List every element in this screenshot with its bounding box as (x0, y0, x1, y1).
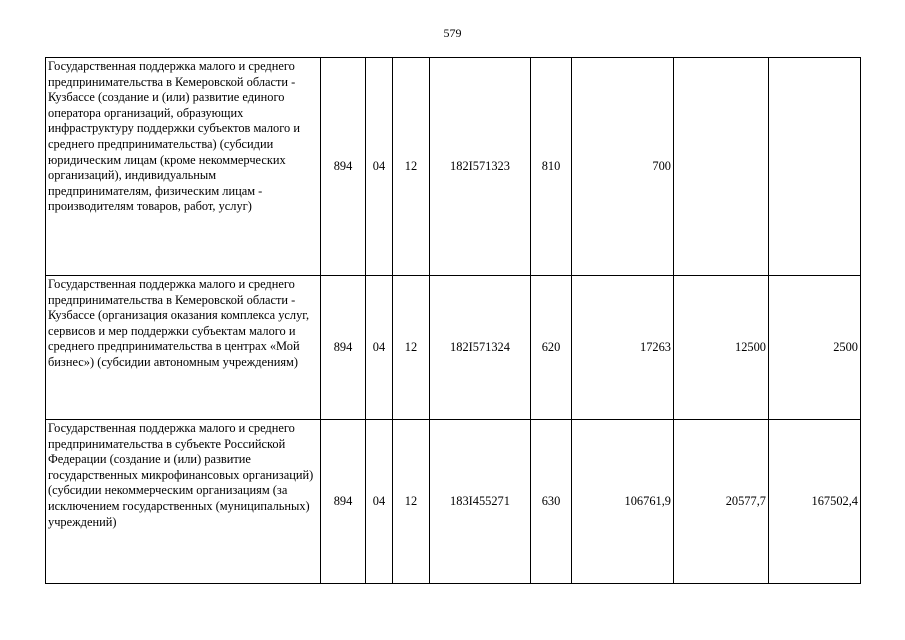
amount-2: 12500 (674, 276, 769, 420)
subsection-code: 12 (393, 276, 430, 420)
expense-type-code: 630 (531, 420, 572, 584)
amount-3: 2500 (769, 276, 861, 420)
expense-type-code: 620 (531, 276, 572, 420)
ministry-code: 894 (321, 58, 366, 276)
row-description: Государственная поддержка малого и среднего предпринимательства в субъекте Российской Федерации (создание и (или) развитие государственных микрофинансовых организаций) (субсидии некоммерческим организациям (за исключением государственных (муниципальных) учреждений) (46, 420, 321, 584)
section-code: 04 (366, 58, 393, 276)
expense-type-code: 810 (531, 58, 572, 276)
amount-1: 106761,9 (572, 420, 674, 584)
budget-table (45, 57, 861, 584)
subsection-code: 12 (393, 420, 430, 584)
amount-2: 20577,7 (674, 420, 769, 584)
amount-1: 17263 (572, 276, 674, 420)
page-number: 579 (443, 26, 462, 40)
ministry-code: 894 (321, 276, 366, 420)
table-row (46, 420, 861, 584)
table-row (46, 276, 861, 420)
amount-2 (674, 58, 769, 276)
target-article-code: 182I571324 (430, 276, 531, 420)
section-code: 04 (366, 420, 393, 584)
table-row (46, 58, 861, 276)
row-description: Государственная поддержка малого и среднего предпринимательства в Кемеровской области - Кузбассе (организация оказания комплекса услуг, сервисов и мер поддержки субъектам малого и среднего предпринимательства в центрах «Мой бизнес») (субсидии автономным учреждениям) (46, 276, 321, 420)
section-code: 04 (366, 276, 393, 420)
target-article-code: 182I571323 (430, 58, 531, 276)
amount-1: 700 (572, 58, 674, 276)
target-article-code: 183I455271 (430, 420, 531, 584)
ministry-code: 894 (321, 420, 366, 584)
amount-3: 167502,4 (769, 420, 861, 584)
amount-3 (769, 58, 861, 276)
row-description: Государственная поддержка малого и среднего предпринимательства в Кемеровской области - Кузбассе (создание и (или) развитие единого оператора организаций, образующих инфраструктуру поддержки субъектов малого и среднего предпринимательства) (субсидии юридическим лицам (кроме некоммерческих организаций), индивидуальным предпринимателям, физическим лицам - производителям товаров, работ, услуг) (46, 58, 321, 276)
subsection-code: 12 (393, 58, 430, 276)
